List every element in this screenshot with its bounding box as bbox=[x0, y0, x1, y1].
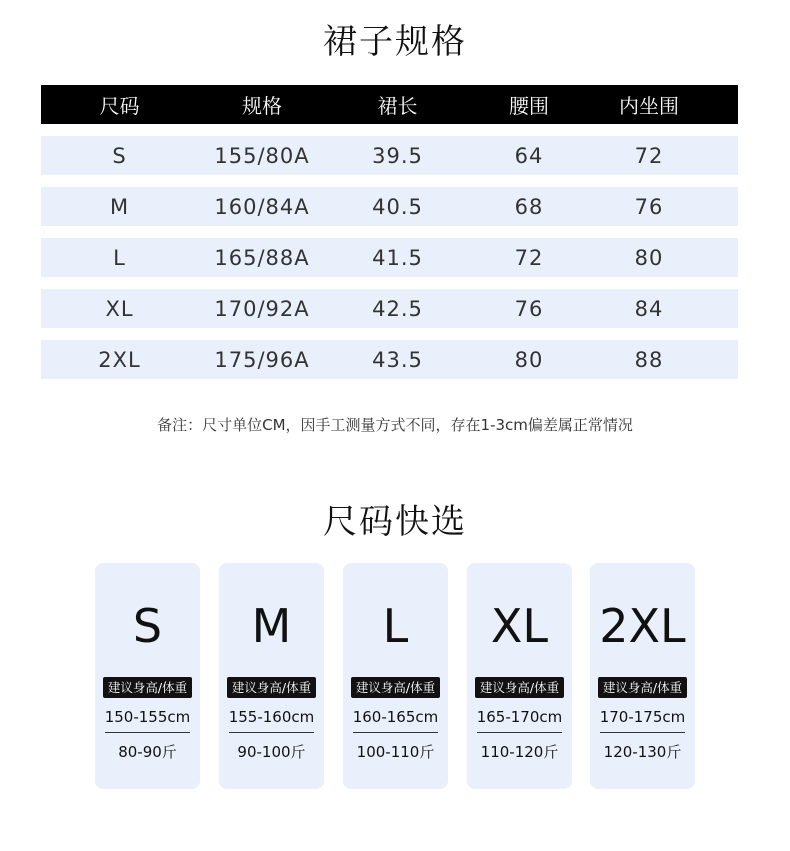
table-header bbox=[41, 85, 738, 124]
card-height: 160-165cm bbox=[352, 708, 439, 726]
cell-size: L bbox=[113, 245, 126, 270]
card-tag: 建议身高/体重 bbox=[475, 677, 564, 698]
cell-size: 2XL bbox=[98, 347, 141, 372]
cell-waist: 64 bbox=[514, 143, 544, 168]
page-title: 裙子规格 bbox=[323, 22, 467, 62]
cell-spec: 165/88A bbox=[214, 245, 310, 270]
cell-length: 40.5 bbox=[372, 194, 423, 219]
header-size: 尺码 bbox=[99, 94, 140, 118]
card-height: 170-175cm bbox=[599, 708, 686, 726]
cell-waist: 80 bbox=[514, 347, 544, 372]
cell-length: 42.5 bbox=[372, 296, 423, 321]
cell-spec: 170/92A bbox=[214, 296, 310, 321]
table-row bbox=[41, 238, 738, 277]
size-card-xl[interactable] bbox=[467, 563, 572, 789]
card-divider bbox=[353, 732, 438, 733]
card-size: M bbox=[251, 599, 292, 653]
card-tag: 建议身高/体重 bbox=[227, 677, 316, 698]
card-size: S bbox=[132, 599, 163, 653]
size-card-l[interactable] bbox=[343, 563, 448, 789]
cell-hip: 88 bbox=[634, 347, 664, 372]
size-card-s[interactable] bbox=[95, 563, 200, 789]
table-row bbox=[41, 187, 738, 226]
card-height: 155-160cm bbox=[228, 708, 315, 726]
cell-spec: 175/96A bbox=[214, 347, 310, 372]
card-weight: 80-90斤 bbox=[118, 743, 177, 761]
quick-select-title: 尺码快选 bbox=[323, 502, 467, 542]
cell-spec: 155/80A bbox=[214, 143, 310, 168]
card-tag: 建议身高/体重 bbox=[103, 677, 192, 698]
size-table bbox=[41, 85, 738, 379]
header-waist: 腰围 bbox=[509, 94, 549, 118]
table-row bbox=[41, 289, 738, 328]
header-length: 裙长 bbox=[377, 94, 418, 118]
table-row bbox=[41, 340, 738, 379]
card-weight: 100-110斤 bbox=[356, 743, 435, 761]
cell-hip: 76 bbox=[634, 194, 664, 219]
cell-hip: 80 bbox=[634, 245, 664, 270]
card-size: 2XL bbox=[599, 599, 686, 653]
card-weight: 120-130斤 bbox=[603, 743, 682, 761]
cell-hip: 72 bbox=[634, 143, 664, 168]
measurement-note: 备注：尺寸单位CM，因手工测量方式不同，存在1-3cm偏差属正常情况 bbox=[157, 416, 633, 434]
card-size: XL bbox=[490, 599, 549, 653]
size-card-2xl[interactable] bbox=[590, 563, 695, 789]
cell-length: 43.5 bbox=[372, 347, 423, 372]
card-height: 165-170cm bbox=[476, 708, 563, 726]
table-row bbox=[41, 136, 738, 175]
cell-waist: 72 bbox=[514, 245, 544, 270]
size-card-m[interactable] bbox=[219, 563, 324, 789]
cell-size: S bbox=[112, 143, 127, 168]
card-divider bbox=[105, 732, 190, 733]
cell-spec: 160/84A bbox=[214, 194, 310, 219]
cell-size: M bbox=[109, 194, 130, 219]
card-tag: 建议身高/体重 bbox=[598, 677, 687, 698]
card-tag: 建议身高/体重 bbox=[351, 677, 440, 698]
card-height: 150-155cm bbox=[104, 708, 191, 726]
cell-size: XL bbox=[105, 296, 134, 321]
card-divider bbox=[477, 732, 562, 733]
cell-hip: 84 bbox=[634, 296, 664, 321]
cell-length: 41.5 bbox=[372, 245, 423, 270]
cell-waist: 76 bbox=[514, 296, 544, 321]
header-spec: 规格 bbox=[242, 94, 282, 118]
cell-waist: 68 bbox=[514, 194, 544, 219]
card-weight: 90-100斤 bbox=[237, 743, 306, 761]
cell-length: 39.5 bbox=[372, 143, 423, 168]
card-divider bbox=[229, 732, 314, 733]
card-weight: 110-120斤 bbox=[480, 743, 559, 761]
header-hip: 内坐围 bbox=[619, 94, 679, 118]
card-size: L bbox=[382, 599, 409, 653]
card-divider bbox=[600, 732, 685, 733]
